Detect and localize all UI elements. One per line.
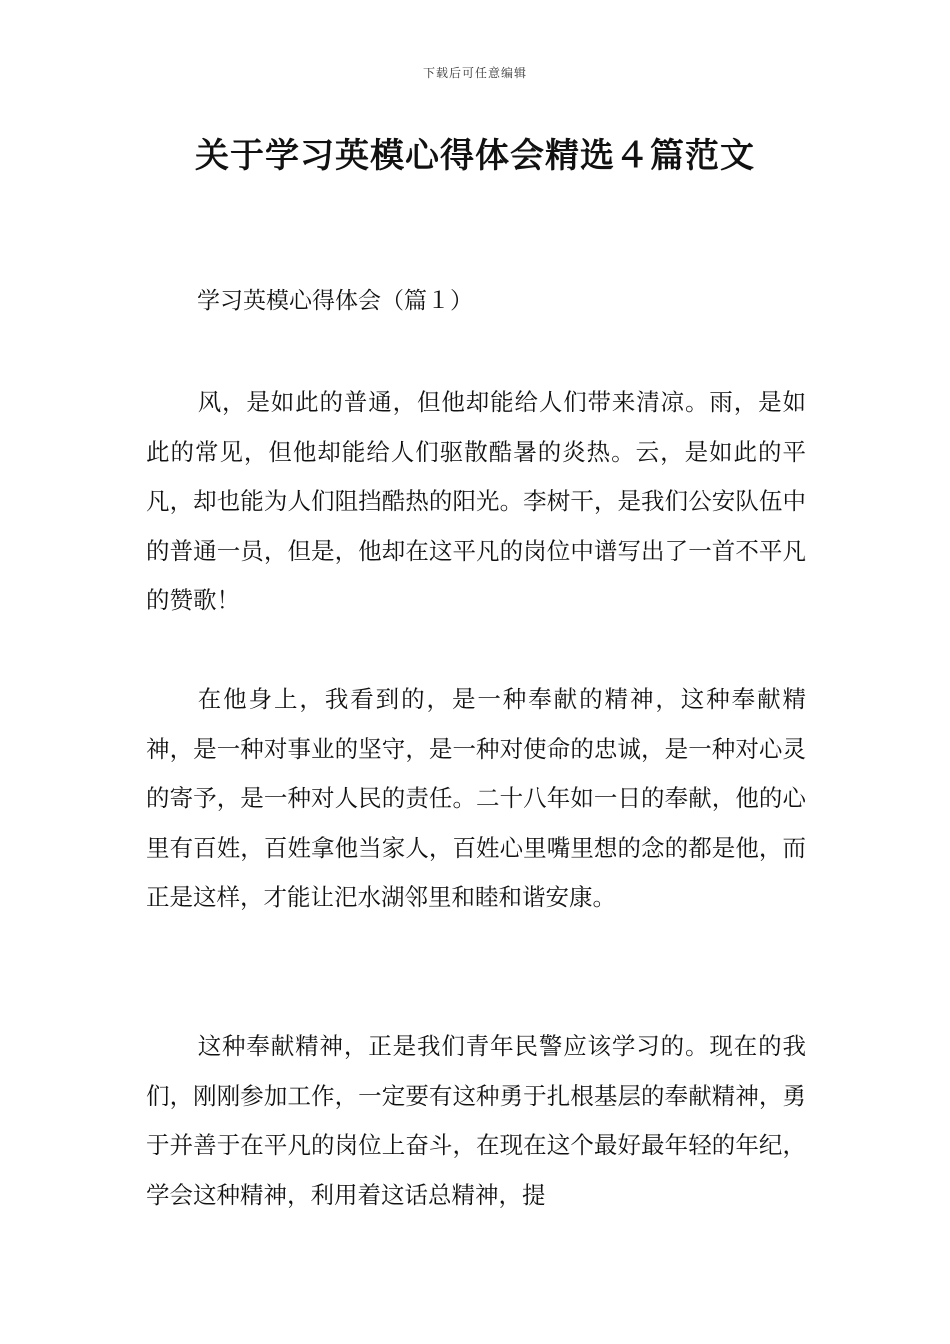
section-heading: 学习英模心得体会（篇１） [197,288,473,314]
paragraph-2: 在他身上，我看到的，是一种奉献的精神，这种奉献精神，是一种对事业的坚守，是一种对使命的忠诚，是一种对心灵的寄予，是一种对人民的责任。二十八年如一日的奉献，他的心里有百姓，百姓拿他当家人，百姓心里嘴里想的念的都是他，而正是这样，才能让汜水湖邻里和睦和谐安康。 [146,685,806,911]
paragraph-1: 风，是如此的普通，但他却能给人们带来清凉。雨，是如此的常见，但他却能给人们驱散酷暑的炎热。云，是如此的平凡，却也能为人们阻挡酷热的阳光。李树干，是我们公安队伍中的普通一员，但是，他却在这平凡的岗位中谱写出了一首不平凡的赞歌！ [146,388,806,614]
page-title: 关于学习英模心得体会精选４篇范文 [195,136,755,176]
header-note: 下载后可任意编辑 [422,66,527,80]
paragraph-3: 这种奉献精神，正是我们青年民警应该学习的。现在的我们，刚刚参加工作，一定要有这种勇于扎根基层的奉献精神，勇于并善于在平凡的岗位上奋斗，在现在这个最好最年轻的年纪，学会这种精神，利用着这话总精神，提 [146,1032,806,1209]
